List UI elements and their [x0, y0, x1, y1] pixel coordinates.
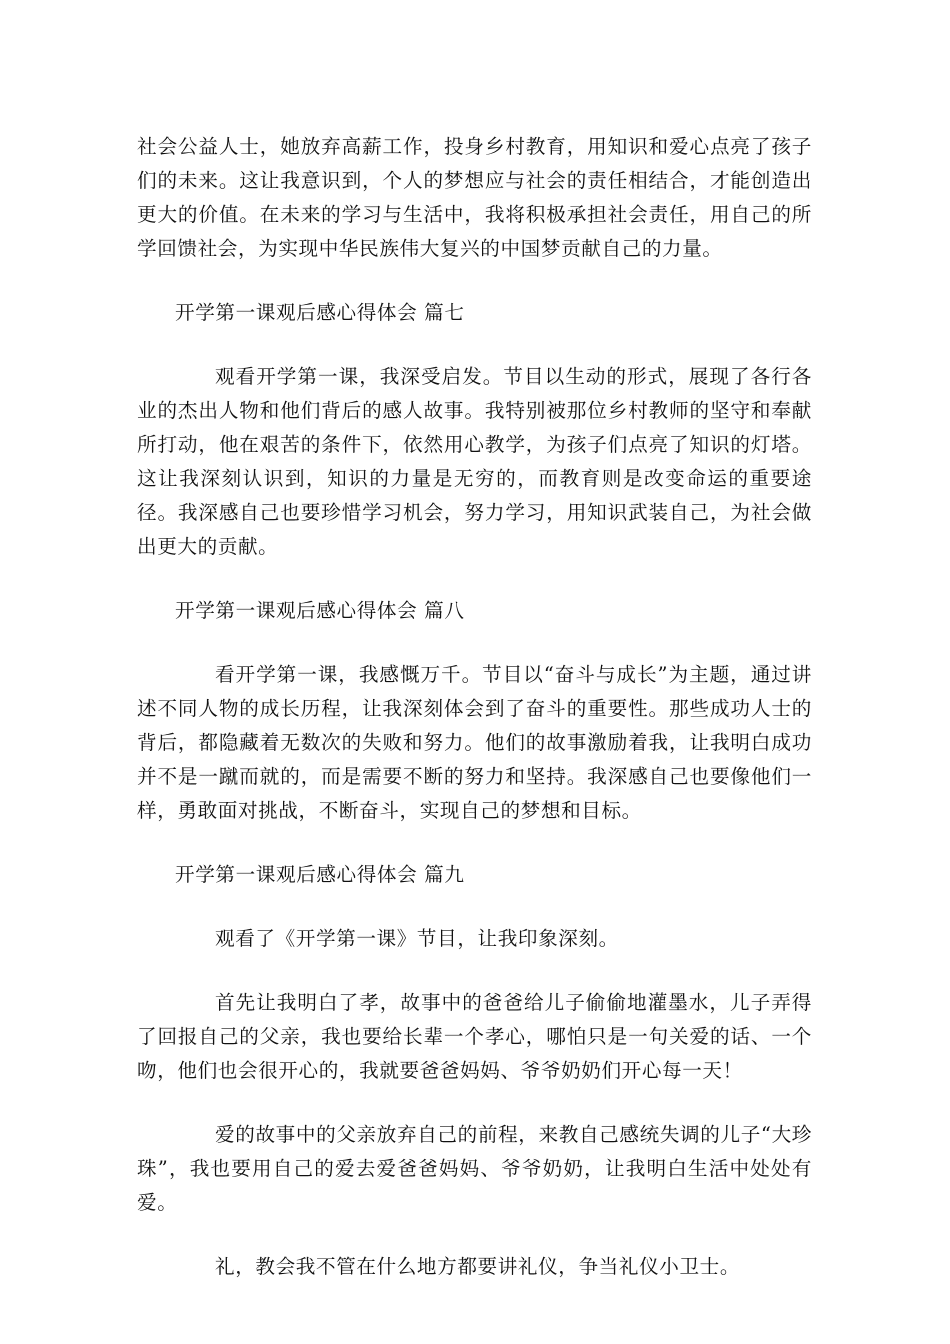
paragraph-intro: 社会公益人士，她放弃高薪工作，投身乡村教育，用知识和爱心点亮了孩子们的未来。这让我意识到，个人的梦想应与社会的责任相结合，才能创造出更大的价值。在未来的学习与生活中，我将积极承担社会责任，用自己的所学回馈社会，为实现中华民族伟大复兴的中国梦贡献自己的力量。: [137, 135, 812, 260]
paragraph-section-7: 观看开学第一课，我深受启发。节目以生动的形式，展现了各行各业的杰出人物和他们背后的感人故事。我特别被那位乡村教师的坚守和奉献所打动，他在艰苦的条件下，依然用心教学，为孩子们点亮了知识的灯塔。这让我深刻认识到，知识的力量是无穷的，而教育则是改变命运的重要途径。我深感自己也要珍惜学习机会，努力学习，用知识武装自己，为社会做出更大的贡献。: [137, 365, 812, 558]
section-heading-9: 开学第一课观后感心得体会 篇九: [175, 863, 465, 886]
paragraph-section-8: 看开学第一课，我感慨万千。节目以“奋斗与成长”为主题，通过讲述不同人物的成长历程，让我深刻体会到了奋斗的重要性。那些成功人士的背后，都隐藏着无数次的失败和努力。他们的故事激励着我，让我明白成功并不是一蹴而就的，而是需要不断的努力和坚持。我深感自己也要像他们一样，勇敢面对挑战，不断奋斗，实现自己的梦想和目标。: [137, 663, 812, 822]
document-body: [137, 130, 812, 1314]
paragraph-section-9-4: 礼，教会我不管在什么地方都要讲礼仪，争当礼仪小卫士。: [215, 1255, 741, 1278]
section-heading-7: 开学第一课观后感心得体会 篇七: [175, 301, 465, 324]
paragraph-section-9-1: 观看了《开学第一课》节目，让我印象深刻。: [215, 927, 619, 950]
paragraph-section-9-3: 爱的故事中的父亲放弃自己的前程，来教自己感统失调的儿子“大珍珠”，我也要用自己的爱去爱爸爸妈妈、爷爷奶奶，让我明白生活中处处有爱。: [137, 1123, 812, 1214]
paragraph-section-9-2: 首先让我明白了孝，故事中的爸爸给儿子偷偷地灌墨水，儿子弄得了回报自己的父亲，我也要给长辈一个孝心，哪怕只是一句关爱的话、一个吻，他们也会很开心的，我就要爸爸妈妈、爷爷奶奶们开心每一天！: [137, 991, 812, 1082]
section-heading-8: 开学第一课观后感心得体会 篇八: [175, 599, 465, 622]
